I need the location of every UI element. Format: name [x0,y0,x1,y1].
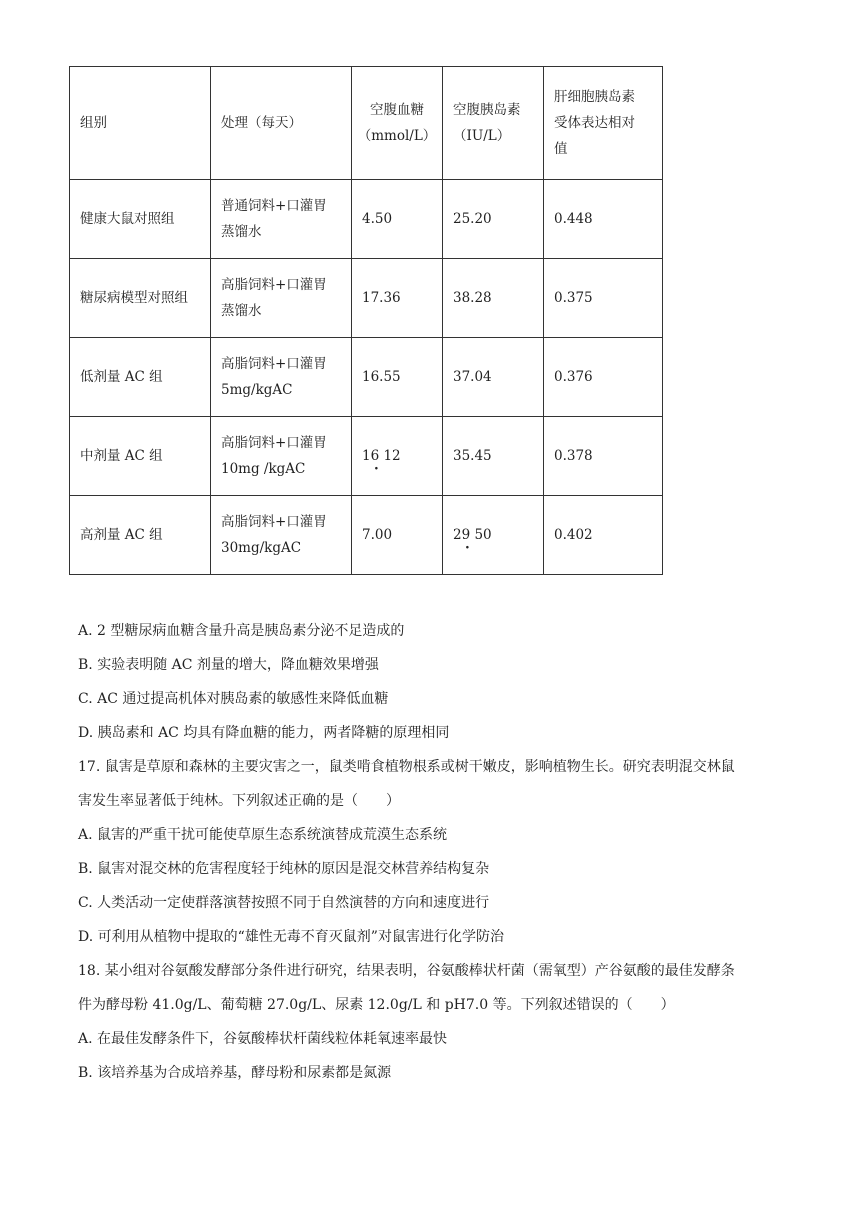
table-header-row [70,67,663,180]
table-row [70,338,663,417]
question-stem-line: 件为酵母粉 41.0g/L、葡萄糖 27.0g/L、尿素 12.0g/L 和 pH7.0 等。下列叙述错误的（ ） [78,997,675,1013]
cell-treatment: 高脂饲料+口灌胃 蒸馏水 [211,259,352,338]
cell-glucose: 4.50 [352,180,443,259]
option-line: B. 该培养基为合成培养基，酵母粉和尿素都是氮源 [78,1065,392,1081]
header-receptor: 肝细胞胰岛素 受体表达相对 值 [544,67,663,180]
header-treatment: 处理（每天） [211,67,352,180]
cell-insulin: 38.28 [443,259,544,338]
question-stem-line: 害发生率显著低于纯林。下列叙述正确的是（ ） [78,793,400,809]
option-line: C. 人类活动一定使群落演替按照不同于自然演替的方向和速度进行 [78,895,490,911]
option-line: A. 鼠害的严重干扰可能使草原生态系统演替成荒漠生态系统 [78,827,448,843]
dotted-number: 29 50 · [453,522,492,548]
cell-treatment: 高脂饲料+口灌胃 30mg/kgAC [211,496,352,575]
cell-glucose: 7.00 [352,496,443,575]
cell-glucose: 16.55 [352,338,443,417]
table-row [70,180,663,259]
cell-group: 中剂量 AC 组 [70,417,211,496]
table-row [70,496,663,575]
option-line: D. 可利用从植物中提取的“雄性无毒不育灭鼠剂”对鼠害进行化学防治 [78,929,504,945]
header-insulin: 空腹胰岛素 （IU/L） [443,67,544,180]
option-line: A. 2 型糖尿病血糖含量升高是胰岛素分泌不足造成的 [78,623,405,639]
option-line: B. 实验表明随 AC 剂量的增大，降血糖效果增强 [78,657,379,673]
cell-glucose [352,417,443,496]
option-line: C. AC 通过提高机体对胰岛素的敏感性来降低血糖 [78,691,389,707]
question-stem-line: 18. 某小组对谷氨酸发酵部分条件进行研究，结果表明，谷氨酸棒状杆菌（需氧型）产谷氨酸的最佳发酵条 [78,963,735,979]
cell-group: 糖尿病模型对照组 [70,259,211,338]
cell-insulin: 37.04 [443,338,544,417]
option-line: A. 在最佳发酵条件下，谷氨酸棒状杆菌线粒体耗氧速率最快 [78,1031,448,1047]
dotted-number: 16 12 · [362,443,401,469]
cell-group: 健康大鼠对照组 [70,180,211,259]
table-row [70,417,663,496]
option-line: B. 鼠害对混交林的危害程度轻于纯林的原因是混交林营养结构复杂 [78,861,490,877]
cell-insulin [443,496,544,575]
header-glucose: 空腹血糖 （mmol/L） [352,67,443,180]
cell-receptor: 0.375 [544,259,663,338]
cell-receptor: 0.402 [544,496,663,575]
cell-glucose: 17.36 [352,259,443,338]
cell-receptor: 0.448 [544,180,663,259]
question-stem-line: 17. 鼠害是草原和森林的主要灾害之一，鼠类啃食植物根系或树干嫩皮，影响植物生长。研究表明混交林鼠 [78,759,735,775]
table-row [70,259,663,338]
cell-treatment: 普通饲料+口灌胃 蒸馏水 [211,180,352,259]
cell-group: 低剂量 AC 组 [70,338,211,417]
cell-group: 高剂量 AC 组 [70,496,211,575]
cell-insulin: 25.20 [443,180,544,259]
cell-receptor: 0.378 [544,417,663,496]
cell-insulin: 35.45 [443,417,544,496]
data-table [69,66,663,575]
cell-treatment: 高脂饲料+口灌胃 10mg /kgAC [211,417,352,496]
cell-treatment: 高脂饲料+口灌胃 5mg/kgAC [211,338,352,417]
option-line: D. 胰岛素和 AC 均具有降血糖的能力，两者降糖的原理相同 [78,725,450,741]
header-group: 组别 [70,67,211,180]
question-text [78,614,838,1090]
cell-receptor: 0.376 [544,338,663,417]
